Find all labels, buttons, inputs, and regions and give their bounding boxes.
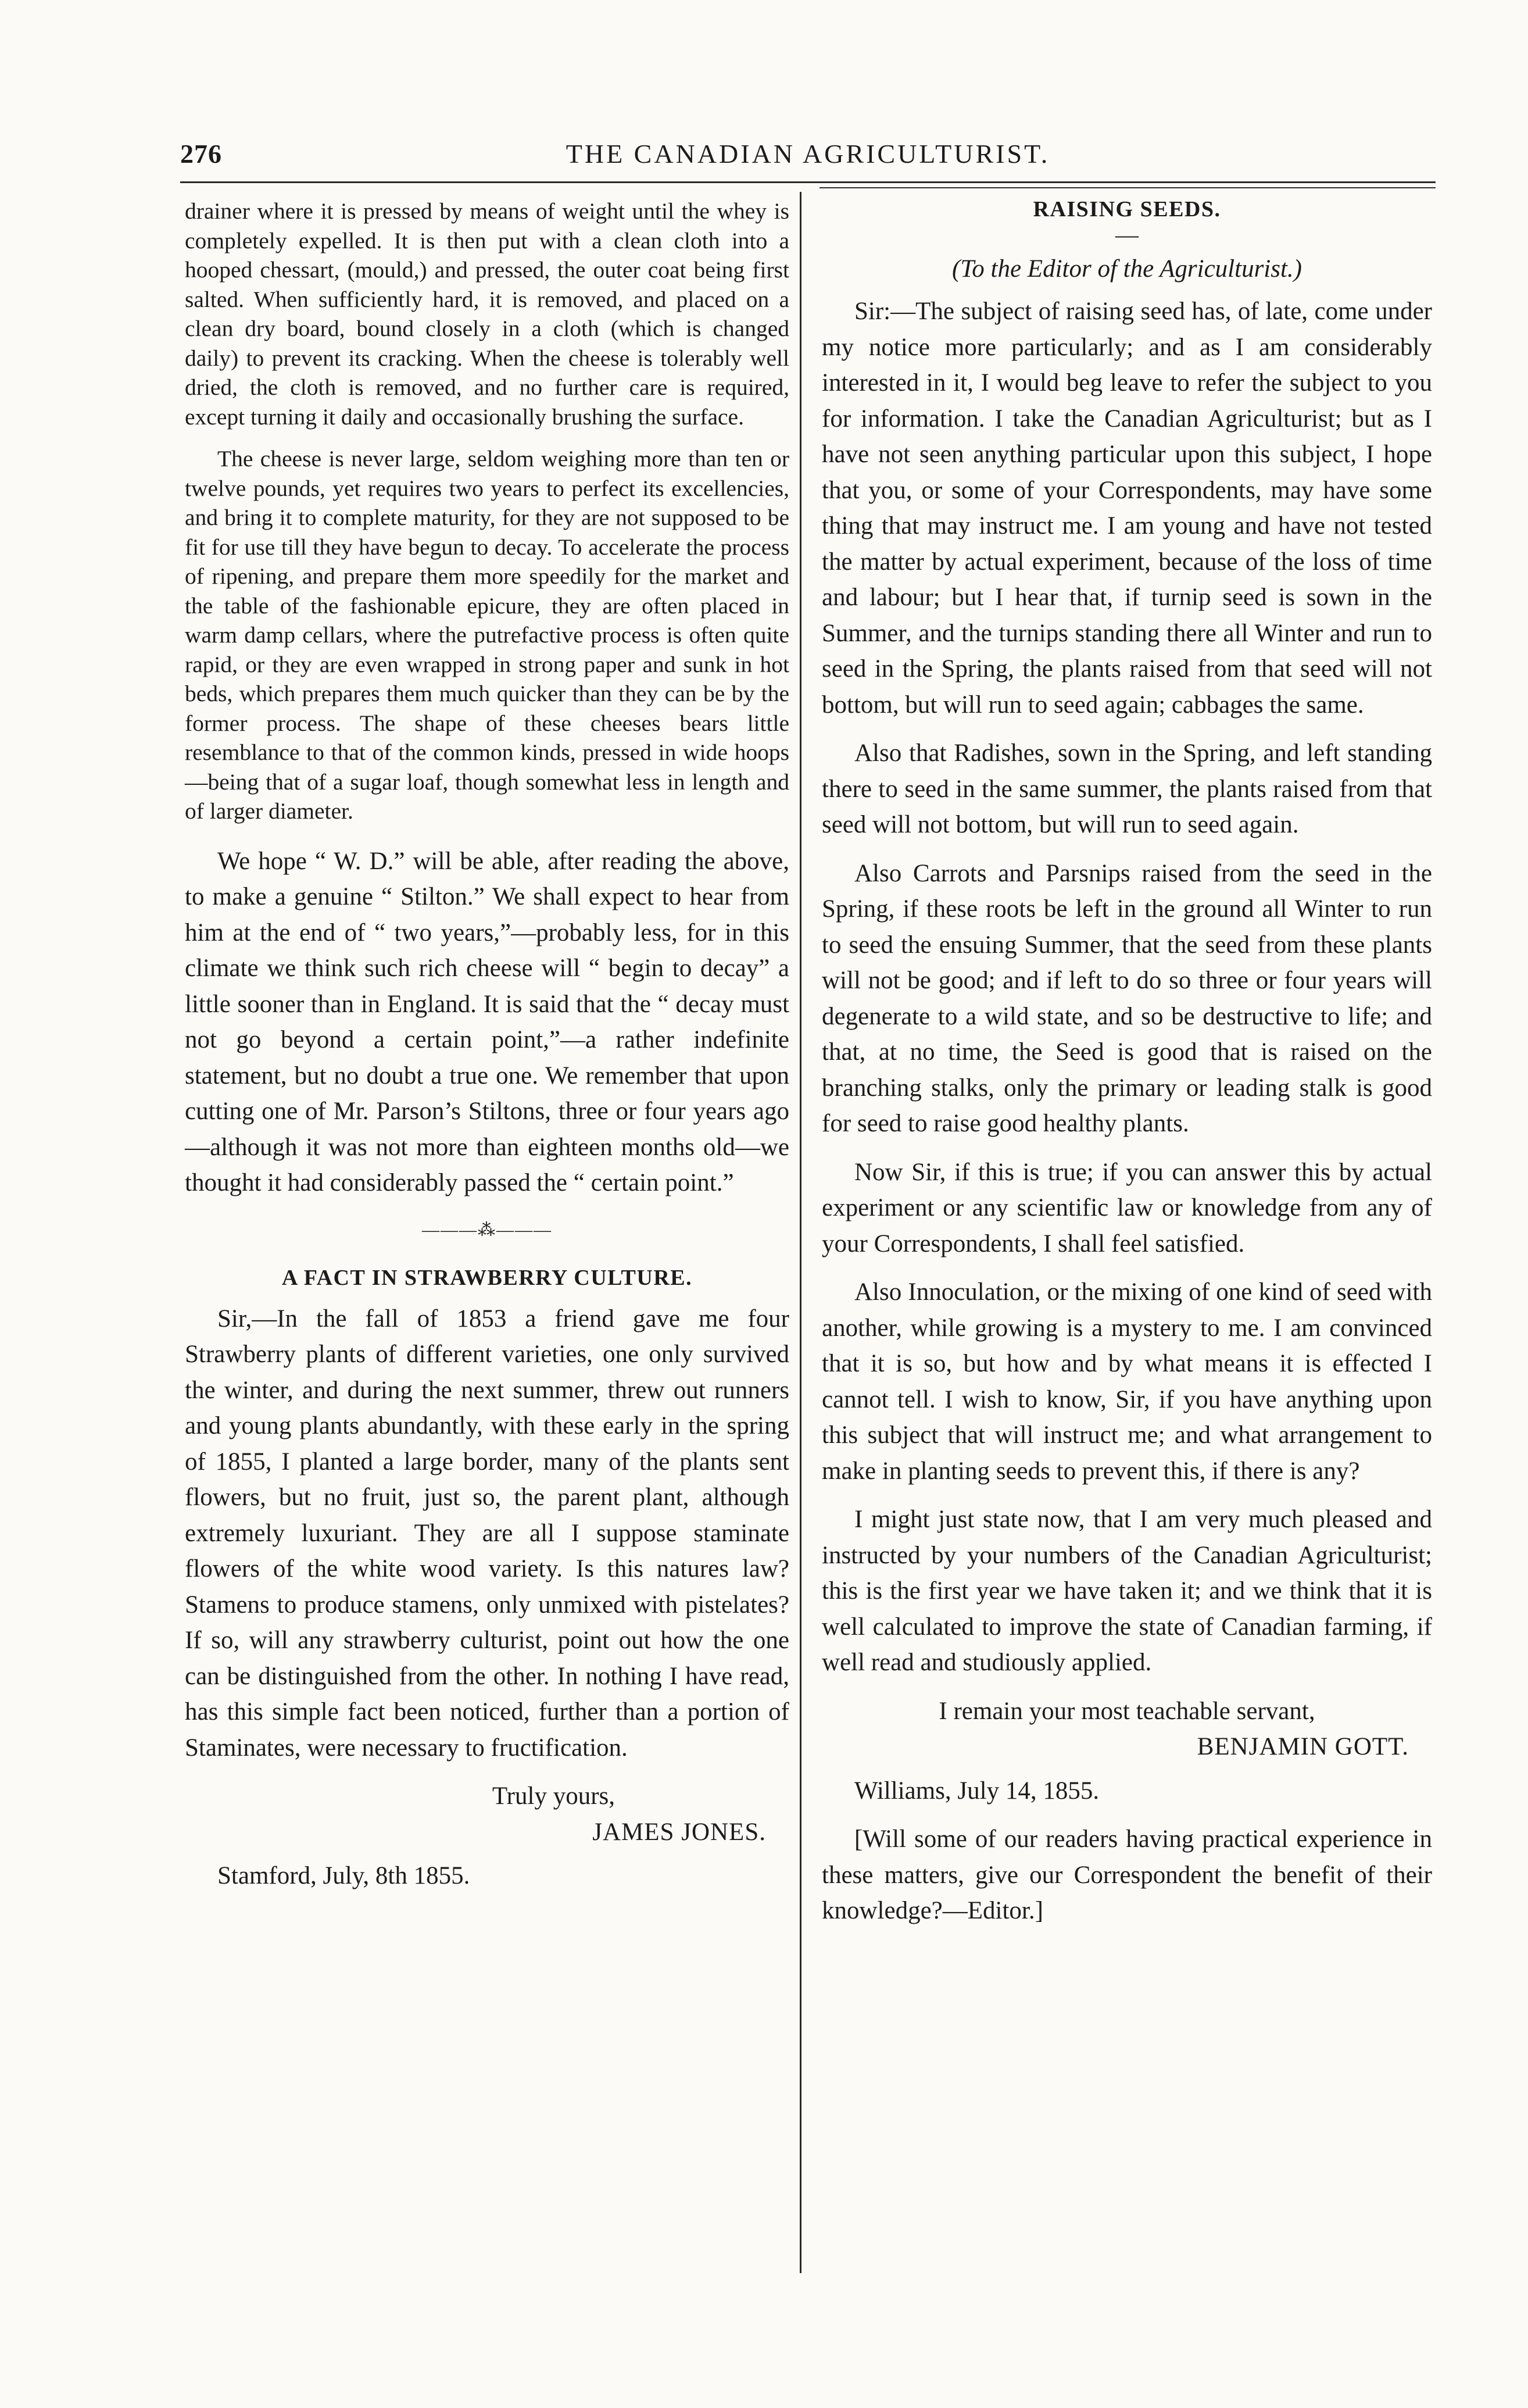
seeds-paragraph-5: Also Innoculation, or the mixing of one kind of seed with another, while growing is a mystery to me. I am convinced that it is so, but how and by what means it is effected I cannot tell. I wish to know, Sir, if you have anything upon this subject that will instruct me; and what arrangement to make in planting seeds to prevent this, if there is any?	[822, 1278, 1432, 1485]
seeds-paragraph-3: Also Carrots and Parsnips raised from the seed in the Spring, if these roots be left in the ground all Winter to run to seed the ensuing Summer, that the seed from these plants will not be good; and if left to do so three or four years will degenerate to a wild state, and so be destructive to life; and that, at no time, the Seed is good that is raised on the branching stalks, only the primary or leading stalk is good for seed to raise good healthy plants.	[822, 859, 1432, 1137]
header-rule-secondary	[820, 187, 1436, 188]
cheese-continuation-paragraph-1: drainer where it is pressed by means of weight until the whey is completely expelled. It is then put with a clean cloth into a hooped chessart, (mould,) and pressed, the outer coat being first salted. When sufficiently hard, it is removed, and placed on a clean dry board, bound closely in a cloth (which is changed daily) to prevent its cracking. When the cheese is tolerably well dried, the cloth is removed, and no further care is required, except turning it daily and occasionally brushing the surface.	[185, 198, 789, 430]
place-date-stamford: Stamford, July, 8th 1855.	[217, 1862, 470, 1889]
seeds-paragraph-4: Now Sir, if this is true; if you can answer this by actual experiment or any scientific law or knowledge from any of your Correspondents, I shall feel satisfied.	[822, 1158, 1432, 1257]
closing-teachable-servant: I remain your most teachable servant,	[939, 1697, 1315, 1725]
cheese-continuation-paragraph-2: The cheese is never large, seldom weighing more than ten or twelve pounds, yet requires two years to perfect its excellencies, and bring it to complete maturity, for they are not supposed to be fit for use till they have begun to decay. To accelerate the process of ripening, and prepare them more speedily for the market and the table of the fashionable epicure, they are often placed in warm damp cellars, where the putrefactive process is often quite rapid, or they are even wrapped in strong paper and sunk in hot beds, which prepares them much quicker than they can be by the former process. The shape of these cheeses bears little resemblance to that of the common kinds, pressed in wide hoops—being that of a sugar loaf, though somewhat less in length and of larger diameter.	[185, 446, 789, 824]
closing-truly-yours: Truly yours,	[492, 1782, 615, 1810]
article-title-strawberry: A FACT IN STRAWBERRY CULTURE.	[281, 1265, 693, 1290]
left-column	[185, 197, 789, 1907]
strawberry-article-body: Sir,—In the fall of 1853 a friend gave me four Strawberry plants of different varieties, one only survived the winter, and during the next summer, threw out runners and young plants abundantly, with these early in the spring of 1855, I planted a large border, many of the plants sent flowers, but no fruit, just so, the parent plant, although extremely luxuriant. They are all I suppose staminate flowers of the white wood variety. Is this natures law? Stamens to produce stamens, only unmixed with pistelates? If so, will any strawberry culturist, point out how the one can be distinguished from the other. In nothing I have read, has this simple fact been noticed, further than a portion of Staminates, were necessary to fructification.	[185, 1305, 789, 1762]
page-number: 276	[180, 139, 222, 169]
running-title: THE CANADIAN AGRICULTURIST.	[566, 139, 1050, 169]
page-header	[180, 138, 1436, 179]
article-title-raising-seeds: RAISING SEEDS.	[1033, 197, 1221, 221]
seeds-paragraph-1: Sir:—The subject of raising seed has, of late, come under my notice more particularly; and as I am considerably interested in it, I would beg leave to refer the subject to you for information. I take the Canadian Agriculturist; but as I have not seen anything particular upon this subject, I hope that you, or some of your Correspondents, may have some thing that may instruct me. I am young and have not tested the matter by actual experiment, because of the loss of time and labour; but I hear that, if turnip seed is sown in the Summer, and the turnips standing there all Winter and run to seed in the Spring, the plants raised from that seed will not bottom, but will run to seed again; cabbages the same.	[822, 298, 1432, 719]
title-dash: —	[1115, 221, 1139, 248]
place-date-williams: Williams, July 14, 1855.	[854, 1777, 1100, 1805]
editor-note: [Will some of our readers having practical experience in these matters, give our Correspondent the benefit of their knowledge?—Editor.]	[822, 1825, 1432, 1924]
right-column	[822, 197, 1432, 1942]
signature-james-jones: JAMES JONES.	[592, 1818, 766, 1846]
signature-benjamin-gott: BENJAMIN GOTT.	[1197, 1733, 1409, 1760]
letter-address: (To the Editor of the Agriculturist.)	[951, 255, 1302, 283]
seeds-paragraph-2: Also that Radishes, sown in the Spring, and left standing there to seed in the same summer, the plants raised from that seed will not bottom, but will run to seed again.	[822, 739, 1432, 838]
section-ornament: ———⁂———	[422, 1220, 552, 1239]
header-rule	[180, 181, 1436, 183]
column-divider	[800, 192, 801, 2273]
seeds-paragraph-6: I might just state now, that I am very much pleased and instructed by your numbers of the Canadian Agriculturist; this is the first year we have taken it; and we think that it is well calculated to improve the state of Canadian farming, if well read and studiously applied.	[822, 1506, 1432, 1676]
editor-comment-paragraph: We hope “ W. D.” will be able, after reading the above, to make a genuine “ Stilton.” We shall expect to hear from him at the end of “ two years,”—probably less, for in this climate we think such rich cheese will “ begin to decay” a little sooner than in England. It is said that the “ decay must not go beyond a certain point,”—a rather indefinite statement, but no doubt a true one. We remember that upon cutting one of Mr. Parson’s Stiltons, three or four years ago—although it was not more than eighteen months old—we thought it had considerably passed the “ certain point.”	[185, 847, 789, 1196]
